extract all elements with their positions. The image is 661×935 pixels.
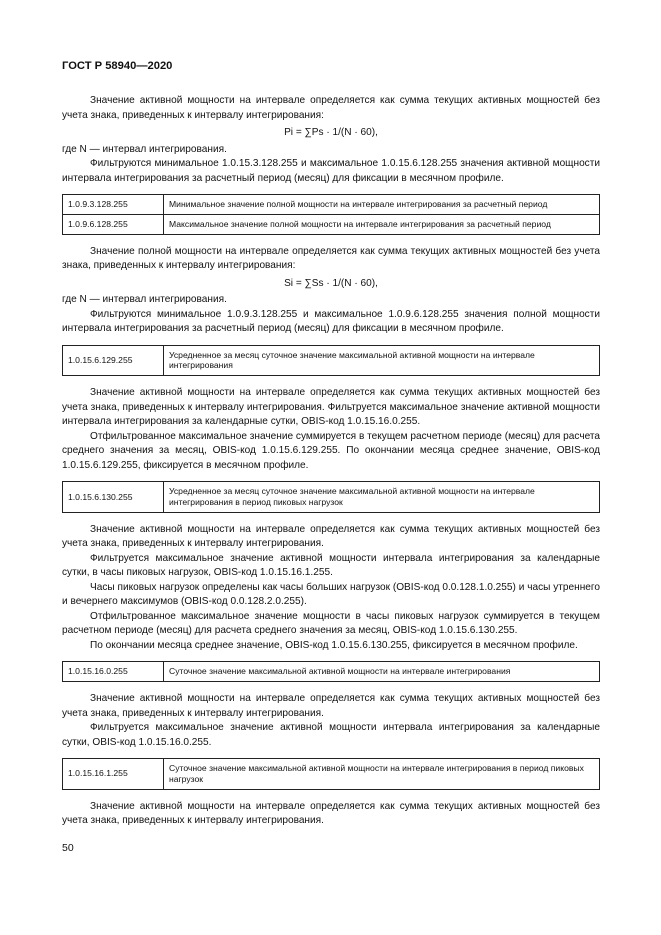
paragraph: Отфильтрованное максимальное значение суммируется в текущем расчетном периоде (месяц) для расчета среднего значения за месяц, OBIS-код 1.0.15.6.129.255. По окончании месяца среднее значение, OBIS-код 1.0.15.6.129.255, фиксируется в месячном профиле. [62,430,600,471]
obis-code-cell: 1.0.15.6.129.255 [63,345,164,376]
obis-table-5 [62,758,600,790]
obis-code-cell: 1.0.15.6.130.255 [63,482,164,513]
obis-description-cell: Минимальное значение полной мощности на интервале интегрирования за расчетный период [164,195,600,215]
formula-si: Si = ∑Ss · 1/(N · 60), [284,277,378,289]
obis-description-cell: Усредненное за месяц суточное значение максимальной активной мощности на интервале интегрирования [164,345,600,376]
table-row [63,759,600,790]
table-row [63,195,600,215]
paragraph: Фильтруются минимальное 1.0.15.3.128.255 и максимальное 1.0.15.6.128.255 значения активной мощности интервала интегрирования за расчетный период (месяц) для фиксации в месячном профиле. [62,158,600,184]
paragraph: Значение полной мощности на интервале определяется как сумма текущих активных мощностей без учета знака, приведенных к интервалу интегрирования: [62,245,600,272]
obis-description-cell: Суточное значение максимальной активной мощности на интервале интегрирования в период пиковых нагрузок [164,759,600,790]
paragraph: Фильтруется максимальное значение активной мощности интервала интегрирования за календарные сутки, в часы пиковых нагрузок, OBIS-код 1.0.15.16.1.255. [62,552,600,579]
formula-where: где N — интервал интегрирования. [62,143,227,155]
table-row [63,214,600,234]
paragraph: По окончании месяца среднее значение, OBIS-код 1.0.15.6.130.255, фиксируется в месячном профиле. [90,639,578,651]
paragraph: Значение активной мощности на интервале определяется как сумма текущих активных мощностей без учета знака, приведенных к интервалу интегрирования. [62,693,600,719]
paragraph: Значение активной мощности на интервале определяется как сумма текущих активных мощностей без учета знака, приведенных к интервалу интегрирования. Фильтруется максимальное значение активной мощности интервала интегрирования за календарные сутки, OBIS-код 1.0.15.16.0.255. [62,387,600,428]
paragraph: Фильтруются минимальное 1.0.9.3.128.255 и максимальное 1.0.9.6.128.255 значения полной мощности интервала интегрирования за расчетный период (месяц) для фиксации в месячном профиле. [62,308,600,335]
obis-description-cell: Суточное значение максимальной активной мощности на интервале интегрирования [164,662,600,682]
table-row [63,662,600,682]
paragraph: Отфильтрованное максимальное значение мощности в часы пиковых нагрузок суммируется в текущем расчетном периоде (месяц) для расчета среднего значения за месяц, OBIS-код 1.0.15.6.130.255. [62,610,600,637]
obis-code-cell: 1.0.9.3.128.255 [63,195,164,215]
document-body [62,94,600,829]
paragraph: Значение активной мощности на интервале определяется как сумма текущих активных мощностей без учета знака, приведенных к интервалу интегрирования. [62,523,600,550]
obis-table-3 [62,481,600,513]
obis-description-cell: Усредненное за месяц суточное значение максимальной активной мощности на интервале интегрирования в период пиковых нагрузок [164,482,600,513]
formula-where: где N — интервал интегрирования. [62,294,227,306]
table-row [63,482,600,513]
paragraph: Часы пиковых нагрузок определены как часы больших нагрузок (OBIS-код 0.0.128.1.0.255) и часы утреннего и вечернего максимумов (OBIS-код 0.0.128.2.0.255). [62,581,600,608]
page-number: 50 [62,842,74,854]
obis-table-1 [62,194,600,235]
obis-code-cell: 1.0.9.6.128.255 [63,214,164,234]
obis-code-cell: 1.0.15.16.1.255 [63,759,164,790]
formula-pi: Pi = ∑Ps · 1/(N · 60), [284,127,378,138]
document-header: ГОСТ Р 58940—2020 [62,60,173,72]
obis-description-cell: Максимальное значение полной мощности на интервале интегрирования за расчетный период [164,214,600,234]
obis-table-4 [62,661,600,682]
paragraph: Фильтруется максимальное значение активной мощности интервала интегрирования за календарные сутки, OBIS-код 1.0.15.16.0.255. [62,722,600,748]
obis-code-cell: 1.0.15.16.0.255 [63,662,164,682]
paragraph: Значение активной мощности на интервале определяется как сумма текущих активных мощностей без учета знака, приведенных к интервалу интегрирования. [62,800,600,827]
paragraph: Значение активной мощности на интервале определяется как сумма текущих активных мощностей без учета знака, приведенных к интервалу интегрирования: [62,95,600,121]
obis-table-2 [62,345,600,377]
table-row [63,345,600,376]
